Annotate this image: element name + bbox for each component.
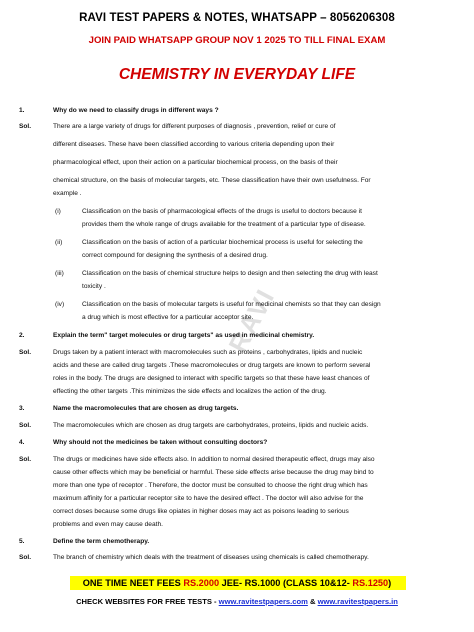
body-text: cause other effects which may be beneficial or harmful. These side effects arise because the drug may bind to: [53, 469, 374, 476]
sub-item-text: toxicity .: [82, 283, 106, 290]
sub-item-label: (ii): [55, 239, 63, 246]
question-number: 2.: [19, 332, 25, 339]
question-text: Name the macromolecules that are chosen as drug targets.: [53, 405, 239, 412]
question-number: 1.: [19, 107, 25, 114]
solution-label: Sol.: [19, 554, 32, 561]
header-group-line: JOIN PAID WHATSAPP GROUP NOV 1 2025 TO TILL FINAL EXAM: [88, 35, 386, 46]
question-text: Why should not the medicines be taken without consulting doctors?: [53, 439, 268, 446]
question-text: Define the term chemotherapy.: [53, 538, 150, 545]
sub-item-label: (iii): [55, 270, 64, 277]
sub-item-label: (i): [55, 208, 61, 215]
fees-text-1: ONE TIME NEET FEES: [82, 578, 184, 588]
question-number: 4.: [19, 439, 25, 446]
body-text: example .: [53, 190, 82, 197]
website-link-com[interactable]: www.ravitestpapers.com: [218, 597, 308, 606]
solution-label: Sol.: [19, 456, 32, 463]
footer-fees-line: [0, 578, 474, 588]
body-text: pharmacological effect, upon their action on a particular biochemical process, on the basis of their: [53, 159, 338, 166]
sub-item-label: (iv): [55, 301, 65, 308]
fees-text-2: JEE- RS.1000 (CLASS 10&12-: [219, 578, 353, 588]
body-text: The drugs or medicines have side effects also. In addition to normal desired therapeutic effect, drugs may also: [53, 456, 375, 463]
page-title: CHEMISTRY IN EVERYDAY LIFE: [118, 66, 356, 83]
solution-label: Sol.: [19, 422, 32, 429]
question-text: Why do we need to classify drugs in different ways ?: [53, 107, 219, 114]
question-text: Explain the term" target molecules or drug targets" as used in medicinal chemistry.: [53, 332, 315, 339]
websites-and: &: [307, 597, 318, 606]
fees-text-3: ): [388, 578, 392, 588]
body-text: Drugs taken by a patient interact with macromolecules such as proteins , carbohydrates, lipids and nucleic: [53, 349, 363, 356]
body-text: roles in the body. The drugs are designed to interact with specific targets so that these have least chances of: [53, 375, 370, 382]
watermark: RAVI: [222, 283, 281, 358]
website-link-in[interactable]: www.ravitestpapers.in: [317, 597, 398, 606]
body-text: problems and even may cause death.: [53, 521, 163, 528]
solution-label: Sol.: [19, 349, 32, 356]
sub-item-text: Classification on the basis of action of a particular biochemical process is useful for selecting the: [82, 239, 363, 246]
sub-item-text: correct compound for designing the synthesis of a desired drug.: [82, 252, 268, 259]
solution-label: Sol.: [19, 123, 32, 130]
sub-item-text: Classification on the basis of chemical structure helps to design and then selecting the drug with least: [82, 270, 378, 277]
footer-websites-line: [0, 597, 474, 606]
fees-class-price: RS.1250: [352, 578, 389, 588]
sub-item-text: Classification on the basis of molecular targets is useful for medicinal chemists so that they can design: [82, 301, 381, 308]
question-number: 5.: [19, 538, 25, 545]
sub-item-text: provides them the whole range of drugs available for the treatment of a particular type of disease.: [82, 221, 366, 228]
body-text: chemical structure, on the basis of molecular targets, etc. These classification have their own usefulness. For: [53, 177, 371, 184]
body-text: different diseases. These have been classified according to various criteria depending upon their: [53, 141, 335, 148]
body-text: more than one type of receptor . Therefore, the doctor must be consulted to choose the right drug which has: [53, 482, 368, 489]
body-text: There are a large variety of drugs for different purposes of diagnosis , prevention, relief or cure of: [53, 123, 336, 130]
body-text: acids and these are called drug targets .These macromolecules or drug targets are known to perform several: [53, 362, 371, 369]
header-contact-line: RAVI TEST PAPERS & NOTES, WHATSAPP – 8056206308: [79, 12, 395, 24]
question-number: 3.: [19, 405, 25, 412]
fees-neet-price: RS.2000: [183, 578, 220, 588]
body-text: effecting the other targets .This minimizes the side effects and localizes the action of the drug.: [53, 388, 327, 395]
websites-prefix: CHECK WEBSITES FOR FREE TESTS -: [76, 597, 219, 606]
body-text: The branch of chemistry which deals with the treatment of diseases using chemicals is called chemotherapy.: [53, 554, 369, 561]
body-text: correct doses because some drugs like opiates in higher doses may act as poisons leading to serious: [53, 508, 349, 515]
sub-item-text: a drug which is most effective for a particular acceptor site.: [82, 314, 254, 321]
body-text: The macromolecules which are chosen as drug targets are carbohydrates, proteins, lipids and nucleic acids.: [53, 422, 369, 429]
body-text: maximum affinity for a particular receptor site to have the desired effect . The doctor will also advise for the: [53, 495, 364, 502]
sub-item-text: Classification on the basis of pharmacological effects of the drugs is useful to doctors because it: [82, 208, 362, 215]
